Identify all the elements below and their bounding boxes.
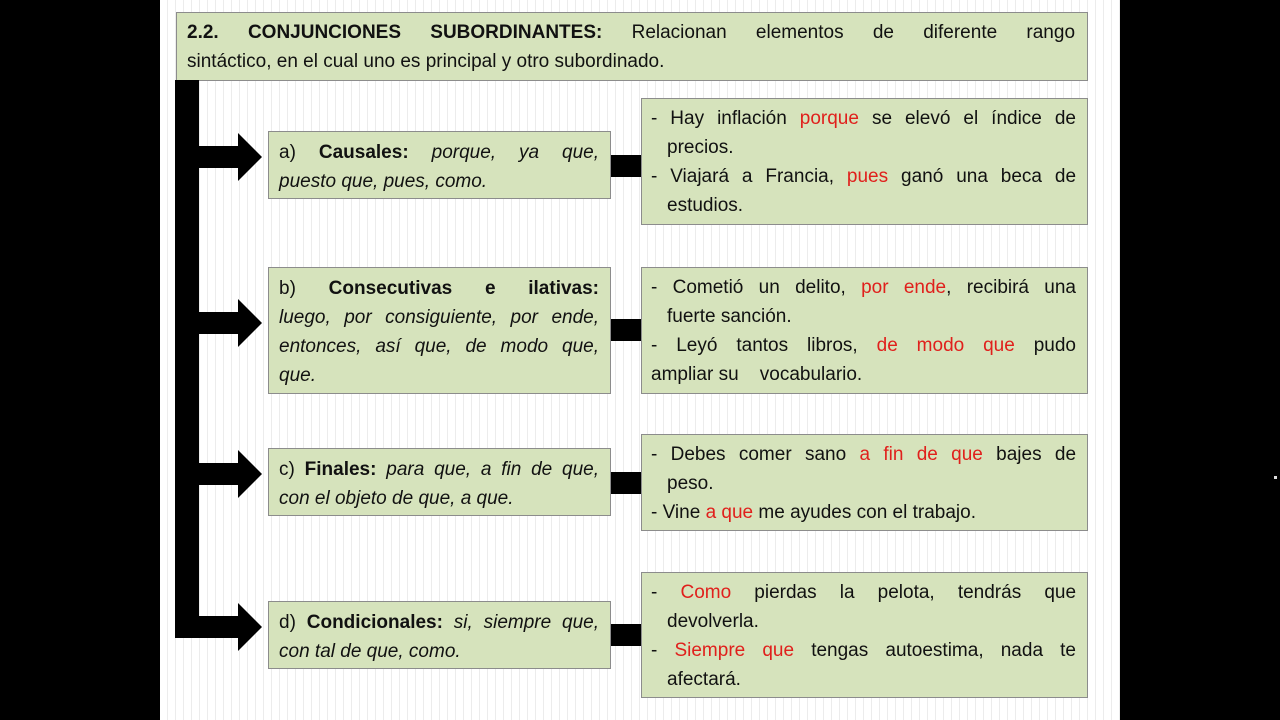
category-line: entonces, así que, de modo que, xyxy=(279,336,599,357)
arrow-d-shaft xyxy=(199,616,239,638)
category-box-condicionales xyxy=(268,601,611,669)
example-box-finales xyxy=(641,434,1088,531)
arrow-b-shaft xyxy=(199,312,239,334)
category-name: Finales: xyxy=(304,459,377,480)
category-line: con el objeto de que, a que. xyxy=(279,488,514,509)
category-line: b) Consecutivas e ilativas: xyxy=(279,278,600,299)
arrow-a-shaft xyxy=(199,146,239,168)
arrow-c-head xyxy=(238,450,262,498)
example-box-consecutivas xyxy=(641,267,1088,394)
title-line-1 xyxy=(187,18,1075,47)
title-line1-rest: Relacionan elementos de diferente rango xyxy=(631,22,1076,43)
title-line-2: sintáctico, en el cual uno es principal y otro subordinado. xyxy=(187,51,665,72)
category-line: que. xyxy=(279,365,316,386)
arrow-a-head xyxy=(238,133,262,181)
arrow-c-shaft xyxy=(199,463,239,485)
example-line: afectará. xyxy=(667,669,741,690)
title-box xyxy=(176,12,1088,81)
example-box-condicionales xyxy=(641,572,1088,698)
category-line: luego, por consiguiente, por ende, xyxy=(279,307,599,328)
highlight-conjunction: de modo que xyxy=(876,335,1015,356)
highlight-conjunction: a que xyxy=(705,502,754,523)
slide xyxy=(160,0,1120,720)
example-line: precios. xyxy=(667,137,734,158)
category-line: a) Causales: porque, ya que, xyxy=(279,142,600,163)
category-name: Causales: xyxy=(318,142,409,163)
category-line: con tal de que, como. xyxy=(279,641,461,662)
video-scrubber-dot xyxy=(1274,476,1277,479)
highlight-conjunction: porque xyxy=(799,108,859,129)
category-box-finales xyxy=(268,448,611,516)
connector-d xyxy=(611,624,641,646)
example-line: devolverla. xyxy=(667,611,759,632)
connector-a xyxy=(611,155,641,177)
category-line: c) Finales: para que, a fin de que, xyxy=(279,459,600,480)
vertical-bar xyxy=(175,80,199,638)
example-line: - Siempre que tengas autoestima, nada te xyxy=(651,640,1076,661)
highlight-conjunction: pues xyxy=(846,166,889,187)
example-line: - Leyó tantos libros, de modo que pudo xyxy=(651,335,1077,356)
arrow-d-head xyxy=(238,603,262,651)
example-line: - Hay inflación porque se elevó el índice de xyxy=(651,108,1076,129)
highlight-conjunction: Siempre que xyxy=(674,640,795,661)
example-line: - Cometió un delito, por ende, recibirá una xyxy=(651,277,1076,298)
category-name: Consecutivas e ilativas: xyxy=(328,278,600,299)
example-line: estudios. xyxy=(667,195,744,216)
example-line: - Vine a que me ayudes con el trabajo. xyxy=(651,502,976,523)
example-line: ampliar su vocabulario. xyxy=(651,364,863,385)
category-line: puesto que, pues, como. xyxy=(279,171,488,192)
arrow-b-head xyxy=(238,299,262,347)
example-line: - Viajará a Francia, pues ganó una beca de xyxy=(651,166,1077,187)
highlight-conjunction: por ende xyxy=(861,277,947,298)
category-line: d) Condicionales: si, siempre que, xyxy=(279,612,600,633)
connector-b xyxy=(611,319,641,341)
title-heading: 2.2. CONJUNCIONES SUBORDINANTES: xyxy=(187,22,603,43)
category-name: Condicionales: xyxy=(306,612,443,633)
example-line: peso. xyxy=(667,473,714,494)
example-line: fuerte sanción. xyxy=(667,306,792,327)
example-box-causales xyxy=(641,98,1088,225)
category-box-consecutivas xyxy=(268,267,611,394)
example-line: - Como pierdas la pelota, tendrás que xyxy=(651,582,1077,603)
highlight-conjunction: a fin de que xyxy=(859,444,983,465)
highlight-conjunction: Como xyxy=(680,582,732,603)
category-box-causales xyxy=(268,131,611,199)
example-line: - Debes comer sano a fin de que bajes de xyxy=(651,444,1077,465)
connector-c xyxy=(611,472,641,494)
